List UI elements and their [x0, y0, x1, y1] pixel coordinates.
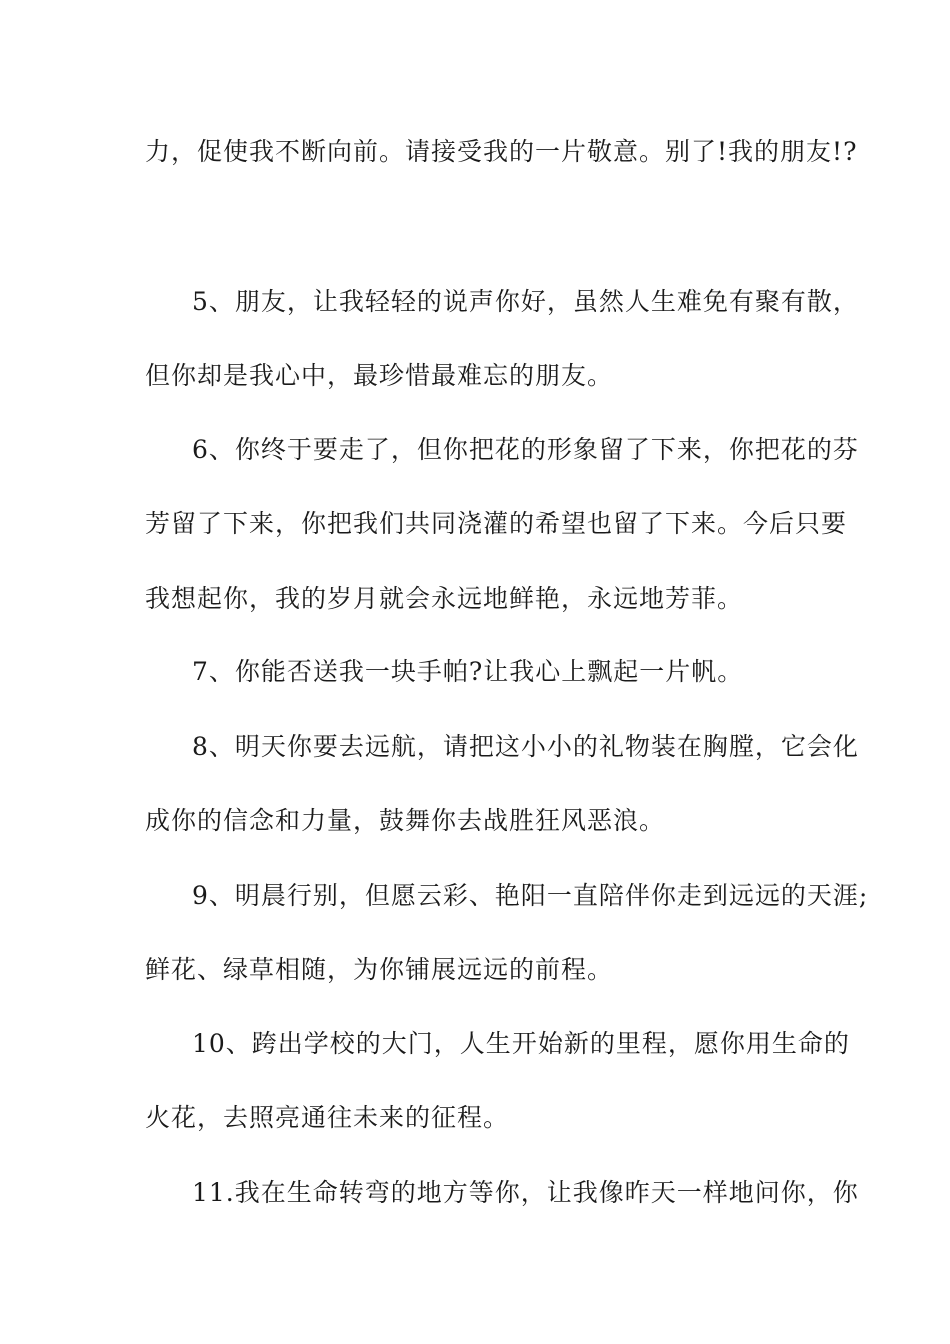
- text-line: 8、明天你要去远航，请把这小小的礼物装在胸膛，它会化: [192, 732, 859, 761]
- text-line: 我想起你，我的岁月就会永远地鲜艳，永远地芳菲。: [145, 584, 744, 613]
- text-line: 芳留了下来，你把我们共同浇灌的希望也留了下来。今后只要: [145, 509, 848, 538]
- text-line: 鲜花、绿草相随，为你铺展远远的前程。: [145, 955, 614, 984]
- text-line: 火花，去照亮通往未来的征程。: [145, 1103, 510, 1132]
- text-line: 成你的信念和力量，鼓舞你去战胜狂风恶浪。: [145, 806, 666, 835]
- text-line: 11.我在生命转弯的地方等你，让我像昨天一样地问你，你: [192, 1178, 859, 1207]
- text-line: 5、朋友，让我轻轻的说声你好，虽然人生难免有聚有散，: [192, 287, 859, 316]
- text-line: 但你却是我心中，最珍惜最难忘的朋友。: [145, 361, 614, 390]
- text-line: 6、你终于要走了，但你把花的形象留了下来，你把花的芬: [192, 435, 859, 464]
- text-line: 10、跨出学校的大门，人生开始新的里程，愿你用生命的: [192, 1029, 850, 1058]
- text-line: 7、你能否送我一块手帕?让我心上飘起一片帆。: [192, 657, 744, 686]
- text-line: 9、明晨行别，但愿云彩、艳阳一直陪伴你走到远远的天涯;: [192, 881, 869, 910]
- text-line: 力，促使我不断向前。请接受我的一片敬意。别了!我的朋友!?: [145, 137, 858, 166]
